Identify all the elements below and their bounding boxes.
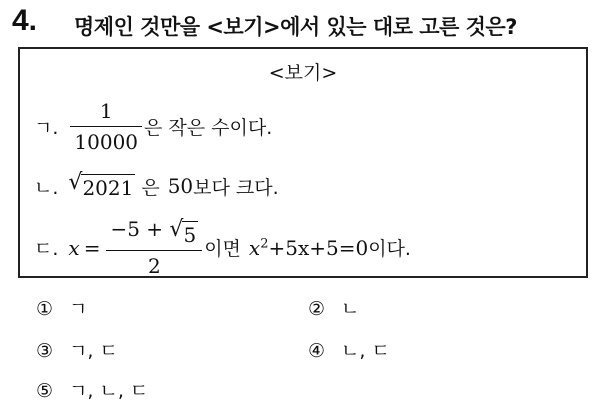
equation-variable: x bbox=[248, 235, 261, 260]
choice-text: ㄱ, ㄴ, ㄷ bbox=[69, 380, 149, 402]
equation-rest: +5x+5=0 bbox=[268, 235, 369, 260]
radicand: 2021 bbox=[82, 176, 134, 200]
fraction-numerator bbox=[108, 217, 200, 250]
fraction bbox=[72, 99, 140, 154]
item-number: 50 bbox=[167, 174, 194, 198]
choice-text: ㄴ, ㄷ bbox=[341, 340, 390, 362]
choice-text: ㄱ, ㄷ bbox=[69, 340, 118, 362]
choice-number: ④ bbox=[308, 340, 326, 362]
choice-1[interactable] bbox=[36, 294, 87, 321]
choice-number: ② bbox=[308, 298, 326, 320]
item-condition: 이면 bbox=[204, 238, 241, 260]
choice-number: ⑤ bbox=[36, 380, 54, 402]
radical-sign-icon: √ bbox=[169, 217, 184, 242]
variable-x: x bbox=[68, 235, 80, 260]
choice-number: ① bbox=[36, 298, 54, 320]
fraction-numerator: 1 bbox=[99, 99, 113, 123]
radical-sign-icon: √ bbox=[68, 170, 83, 195]
item-label: ㄱ. bbox=[34, 117, 59, 139]
bogi-item-1 bbox=[34, 99, 272, 154]
item-label: ㄴ. bbox=[34, 176, 59, 199]
bogi-item-2 bbox=[34, 172, 279, 200]
choice-number: ③ bbox=[36, 340, 54, 362]
question-number: 4. bbox=[12, 4, 38, 37]
equation-exponent: 2 bbox=[260, 235, 269, 251]
item-text: 보다 크다. bbox=[193, 176, 279, 199]
equals-sign: = bbox=[83, 235, 101, 260]
item-text-middle: 은 bbox=[141, 176, 160, 199]
fraction-denominator: 10000 bbox=[70, 126, 142, 154]
item-label: ㄷ. bbox=[34, 238, 59, 260]
choice-4[interactable] bbox=[308, 336, 390, 363]
choice-text: ㄱ bbox=[69, 298, 88, 320]
equation bbox=[249, 236, 368, 260]
choice-3[interactable] bbox=[36, 336, 118, 363]
bogi-item-3 bbox=[34, 217, 411, 278]
bogi-title: <보기> bbox=[268, 62, 338, 84]
question-text: 명제인 것만을 <보기>에서 있는 대로 고른 것은? bbox=[74, 15, 517, 39]
item-text: 은 작은 수이다. bbox=[144, 117, 273, 139]
choice-2[interactable] bbox=[308, 294, 359, 321]
fraction bbox=[108, 217, 200, 278]
choice-5[interactable] bbox=[36, 376, 148, 403]
fraction-denominator: 2 bbox=[106, 250, 202, 278]
square-root bbox=[68, 172, 135, 200]
item-text: 이다. bbox=[368, 238, 411, 260]
square-root bbox=[169, 219, 198, 247]
choice-text: ㄴ bbox=[341, 298, 360, 320]
bogi-box bbox=[18, 47, 588, 278]
radicand: 5 bbox=[183, 223, 197, 247]
numerator-prefix: −5 + bbox=[110, 217, 164, 241]
